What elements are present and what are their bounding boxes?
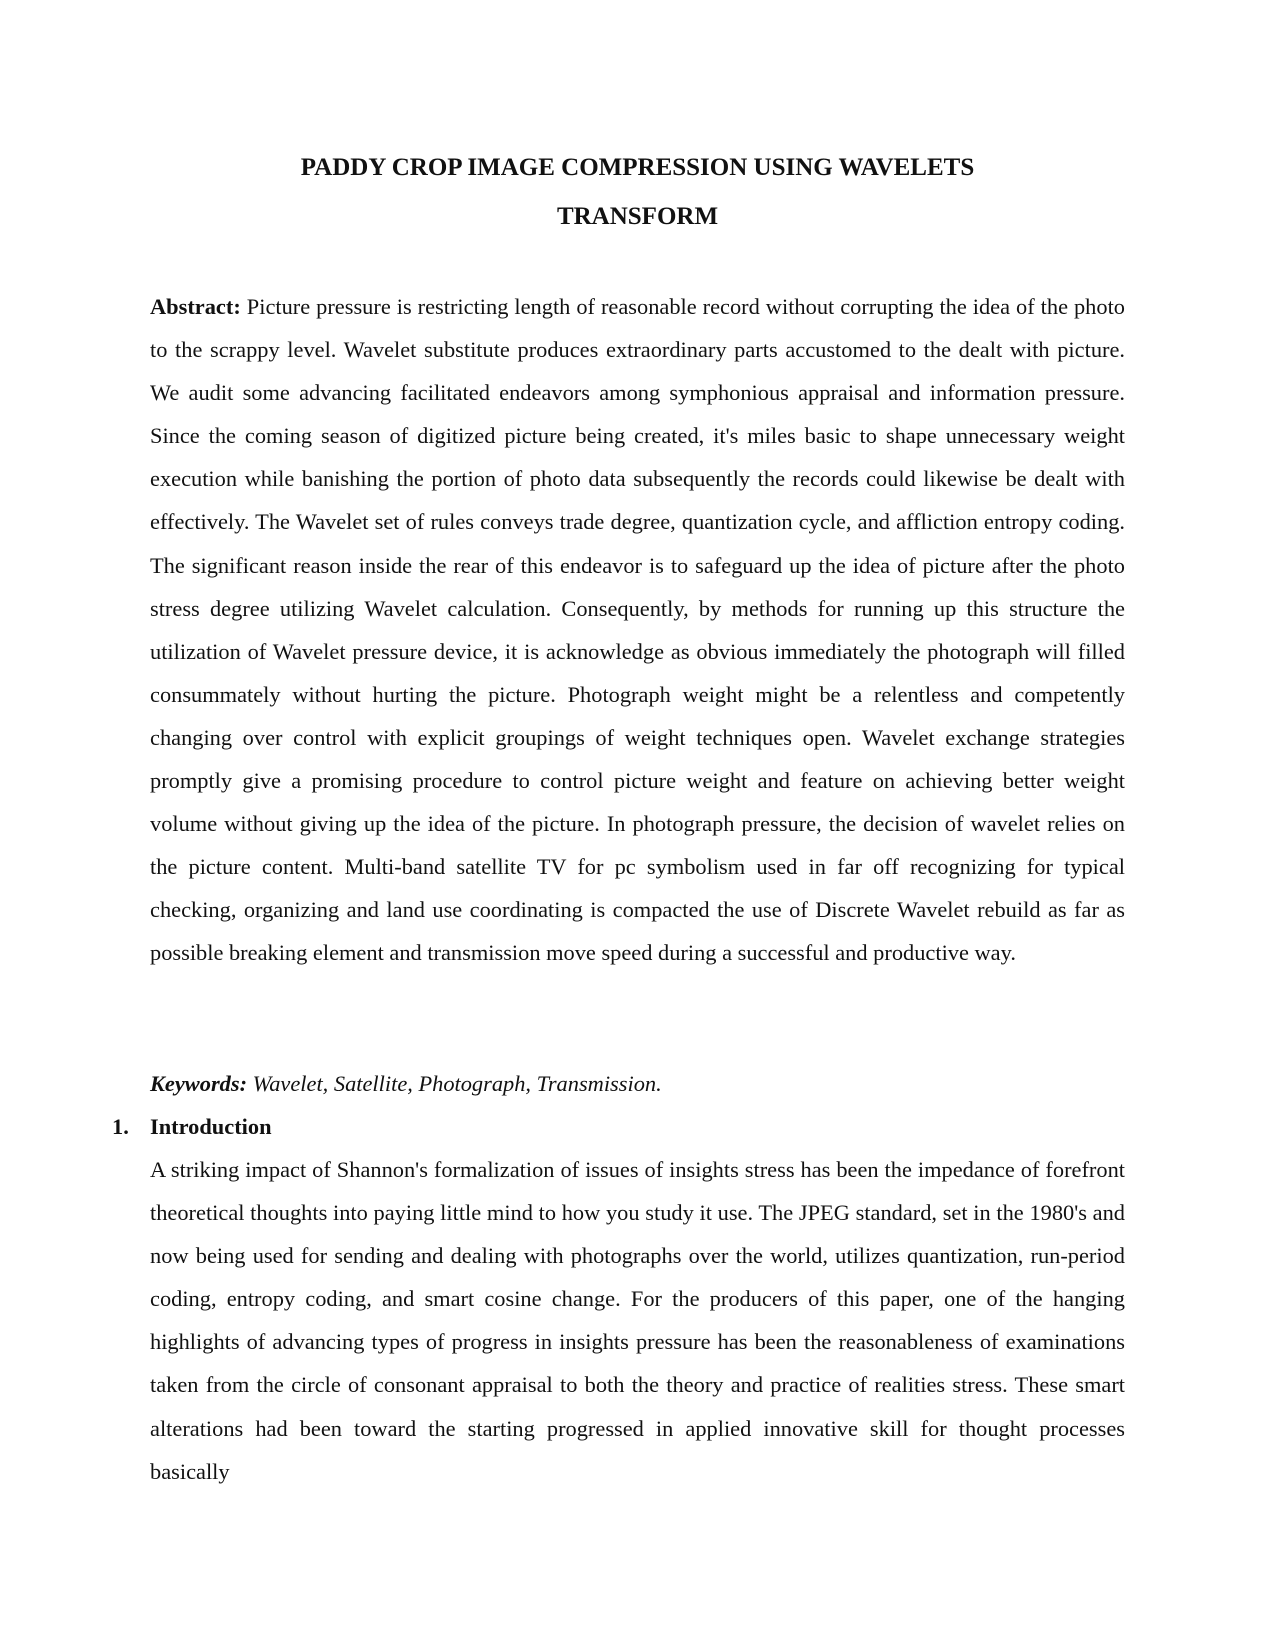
section-title: Introduction — [150, 1114, 272, 1139]
keywords-text: Wavelet, Satellite, Photograph, Transmission. — [252, 1071, 662, 1096]
paper-title-line-1: PADDY CROP IMAGE COMPRESSION USING WAVELETS — [300, 154, 975, 181]
section-number: 1. — [112, 1114, 129, 1139]
paper-title-line-2: TRANSFORM — [556, 203, 719, 230]
abstract-label: Abstract: — [150, 294, 241, 319]
section-heading-introduction — [112, 1105, 272, 1148]
paper-title — [150, 143, 1125, 241]
introduction-paragraph: A striking impact of Shannon's formalization of issues of insights stress has been the impedance of forefront theoretical thoughts into paying little mind to how you study it use. The JPEG standard, set in the 1980's and now being used for sending and dealing with photographs over the world, utilizes quantization, run-period coding, entropy coding, and smart cosine change. For the producers of this paper, one of the hanging highlights of advancing types of progress in insights pressure has been the reasonableness of examinations taken from the circle of consonant appraisal to both the theory and practice of realities stress. These smart alterations had been toward the starting progressed in applied innovative skill for thought processes basically — [150, 1157, 1125, 1484]
keywords-line — [150, 1062, 1125, 1105]
abstract-text: Picture pressure is restricting length of reasonable record without corrupting the idea of the photo to the scrappy level. Wavelet substitute produces extraordinary parts accustomed to the dealt with picture. We audit some advancing facilitated endeavors among symphonious appraisal and information pressure. Since the coming season of digitized picture being created, it's miles basic to shape unnecessary weight execution while banishing the portion of photo data subsequently the records could likewise be dealt with effectively. The Wavelet set of rules conveys trade degree, quantization cycle, and affliction entropy coding. The significant reason inside the rear of this endeavor is to safeguard up the idea of picture after the photo stress degree utilizing Wavelet calculation. Consequently, by methods for running up this structure the utilization of Wavelet pressure device, it is acknowledge as obvious immediately the photograph will filled consummately without hurting the picture. Photograph weight might be a relentless and competently changing over control with explicit groupings of weight techniques open. Wavelet exchange strategies promptly give a promising procedure to control picture weight and feature on achieving better weight volume without giving up the idea of the picture. In photograph pressure, the decision of wavelet relies on the picture content. Multi-band satellite TV for pc symbolism used in far off recognizing for typical checking, organizing and land use coordinating is compacted the use of Discrete Wavelet rebuild as far as possible breaking element and transmission move speed during a successful and productive way. — [150, 294, 1125, 966]
keywords-label: Keywords: — [150, 1071, 248, 1096]
abstract-paragraph — [150, 285, 1125, 975]
